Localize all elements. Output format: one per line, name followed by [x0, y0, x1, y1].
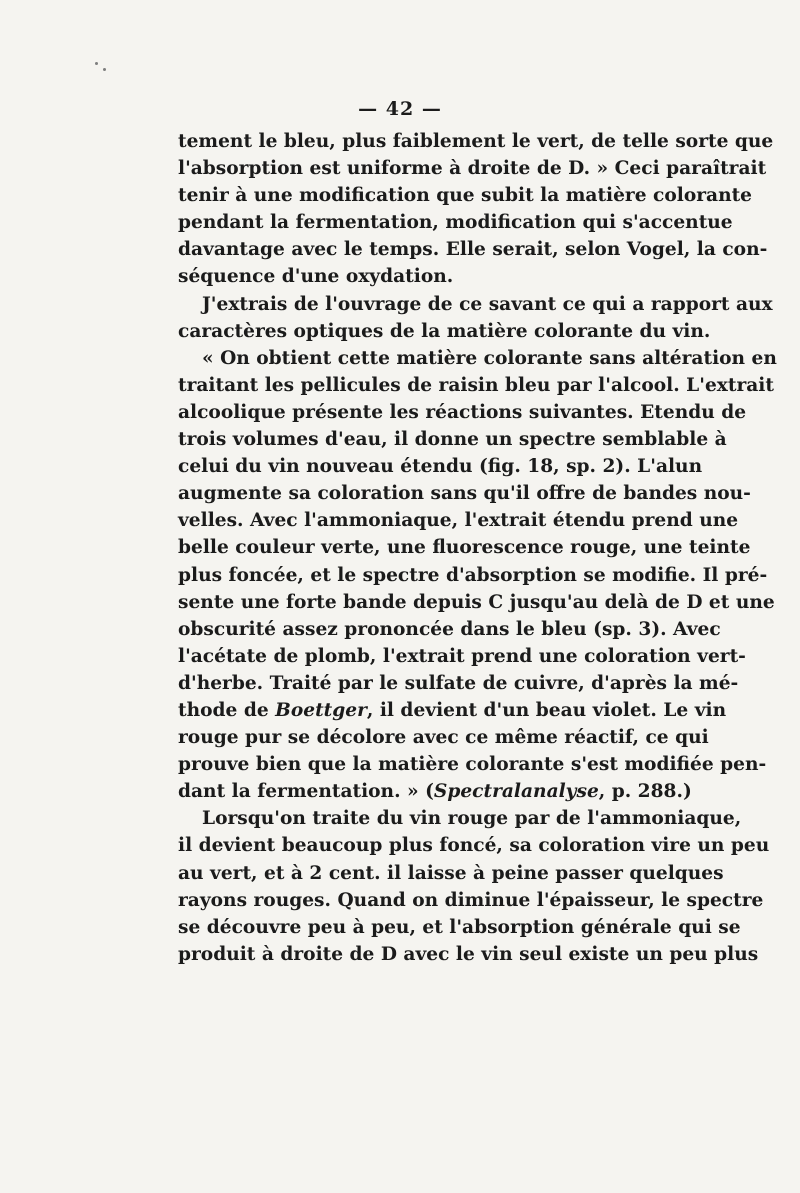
text-line: sente une forte bande depuis C jusqu'au delà de D et une — [178, 591, 775, 613]
paper-speck — [103, 68, 106, 71]
text-line: trois volumes d'eau, il donne un spectre semblable à — [178, 429, 727, 451]
text-line: se découvre peu à peu, et l'absorption générale qui se — [178, 916, 741, 938]
italic-reference: Boettger — [275, 699, 367, 721]
text-line: tenir à une modification que subit la matière colorante — [178, 185, 753, 207]
text-line: J'extrais de l'ouvrage de ce savant ce qui a rapport aux — [202, 293, 773, 315]
text-line: augmente sa coloration sans qu'il offre de bandes nou- — [178, 483, 751, 505]
text-line: rayons rouges. Quand on diminue l'épaisseur, le spectre — [178, 889, 764, 911]
text-line: l'absorption est uniforme à droite de D. » Ceci paraîtrait — [178, 158, 767, 180]
text-line: au vert, et à 2 cent. il laisse à peine passer quelques — [178, 862, 724, 884]
text-line: produit à droite de D avec le vin seul existe un peu plus — [178, 943, 759, 965]
text-line: alcoolique présente les réactions suivantes. Etendu de — [178, 401, 747, 423]
text-line: séquence d'une oxydation. — [178, 266, 454, 288]
text-line: d'herbe. Traité par le sulfate de cuivre, d'après la mé- — [178, 672, 739, 694]
text-line: plus foncée, et le spectre d'absorption se modifie. Il pré- — [178, 564, 768, 586]
text-line: Lorsqu'on traite du vin rouge par de l'ammoniaque, — [202, 808, 742, 830]
text-line: rouge pur se décolore avec ce même réactif, ce qui — [178, 727, 709, 749]
text-line: caractères optiques de la matière colorante du vin. — [178, 320, 711, 342]
text-line: obscurité assez prononcée dans le bleu (sp. 3). Avec — [178, 618, 721, 640]
text-line: l'acétate de plomb, l'extrait prend une coloration vert- — [178, 645, 746, 667]
text-line: prouve bien que la matière colorante s'est modifiée pen- — [178, 754, 767, 776]
page-number: — 42 — — [358, 98, 442, 120]
text-line: tement le bleu, plus faiblement le vert, de telle sorte que — [178, 131, 774, 152]
text-line: celui du vin nouveau étendu (fig. 18, sp. 2). L'alun — [178, 456, 703, 478]
text-line: dant la fermentation. » (Spectralanalyse, p. 288.) — [178, 781, 692, 803]
text-line: pendant la fermentation, modification qui s'accentue — [178, 212, 733, 234]
text-line: thode de Boettger, il devient d'un beau violet. Le vin — [178, 699, 727, 721]
text-line: « On obtient cette matière colorante sans altération en — [202, 347, 777, 369]
text-line: il devient beaucoup plus foncé, sa coloration vire un peu — [178, 835, 770, 857]
text-line: davantage avec le temps. Elle serait, selon Vogel, la con- — [178, 239, 768, 261]
paper-speck — [95, 62, 98, 65]
italic-reference: Spectralanalyse — [433, 781, 599, 803]
body-text — [178, 128, 777, 968]
text-line: belle couleur verte, une fluorescence rouge, une teinte — [178, 537, 751, 559]
text-line: traitant les pellicules de raisin bleu par l'alcool. L'extrait — [178, 374, 774, 396]
text-line: velles. Avec l'ammoniaque, l'extrait étendu prend une — [178, 510, 739, 532]
